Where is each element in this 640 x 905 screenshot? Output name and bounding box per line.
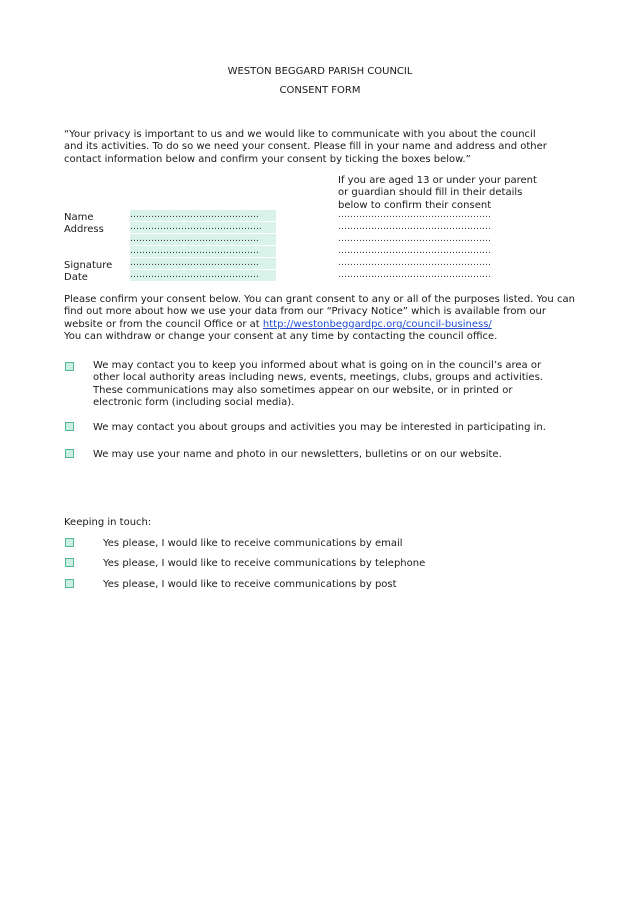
- signature-label: Signature: [64, 260, 113, 271]
- guardian-signature-field[interactable]: ……………………………………………: [338, 258, 491, 268]
- guardian-note: If you are aged 13 or under your parent or guardian should fill in their details below to confirm their consent: [338, 175, 537, 211]
- keeping-in-touch-heading: Keeping in touch:: [64, 517, 152, 528]
- consent-checkbox-2[interactable]: [65, 422, 74, 431]
- date-label: Date: [64, 272, 88, 283]
- post-checkbox[interactable]: [65, 579, 74, 588]
- council-name: WESTON BEGGARD PARISH COUNCIL: [227, 66, 413, 77]
- guardian-address-line-1[interactable]: ……………………………………………: [338, 222, 491, 232]
- consent-checkbox-3[interactable]: [65, 449, 74, 458]
- consent-text-3: We may use your name and photo in our newsletters, bulletins or on our website.: [93, 449, 502, 460]
- date-field[interactable]: …………………………………….: [130, 270, 276, 281]
- email-checkbox[interactable]: [65, 538, 74, 547]
- address-field-line-3[interactable]: …………………………………….: [130, 246, 276, 257]
- form-title: CONSENT FORM: [279, 85, 361, 96]
- name-label: Name: [64, 212, 94, 223]
- confirm-text: Please confirm your consent below. You can grant consent to any or all of the purposes listed. You can find out more about how we use your data from our “Privacy Notice” which is available from our website or from the council Office or at: [64, 294, 575, 330]
- address-field-line-2[interactable]: …………………………………….: [130, 234, 276, 245]
- intro-paragraph: “Your privacy is important to us and we would like to communicate with you about the council and its activities. To do so we need your consent. Please fill in your name and address and other contact information below and confirm your consent by ticking the boxes below.”: [64, 129, 547, 165]
- address-label: Address: [64, 224, 104, 235]
- withdraw-text: You can withdraw or change your consent at any time by contacting the council office.: [64, 330, 498, 342]
- email-option-text: Yes please, I would like to receive communications by email: [103, 538, 403, 549]
- council-business-link[interactable]: http://westonbeggardpc.org/council-business/: [262, 318, 492, 330]
- telephone-option-text: Yes please, I would like to receive communications by telephone: [103, 558, 426, 569]
- guardian-address-line-3[interactable]: ……………………………………………: [338, 246, 491, 256]
- consent-text-1: We may contact you to keep you informed about what is going on in the council’s area or other local authority areas including news, events, meetings, clubs, groups and activities. These communications may also sometimes appear on our website, or in printed or electronic form (including social media).: [93, 360, 543, 408]
- post-option-text: Yes please, I would like to receive communications by post: [103, 579, 397, 590]
- name-field[interactable]: …………………………………….: [130, 210, 276, 221]
- consent-checkbox-1[interactable]: [65, 362, 74, 371]
- telephone-checkbox[interactable]: [65, 558, 74, 567]
- guardian-name-field[interactable]: ……………………………………………: [338, 210, 491, 220]
- consent-text-2: We may contact you about groups and activities you may be interested in participating in.: [93, 422, 546, 433]
- guardian-address-line-2[interactable]: ……………………………………………: [338, 234, 491, 244]
- address-field-line-1[interactable]: ……………………………………..: [130, 222, 276, 233]
- guardian-date-field[interactable]: ……………………………………………: [338, 270, 491, 280]
- confirm-paragraph: [64, 294, 576, 343]
- signature-field[interactable]: …………………………………….: [130, 258, 276, 269]
